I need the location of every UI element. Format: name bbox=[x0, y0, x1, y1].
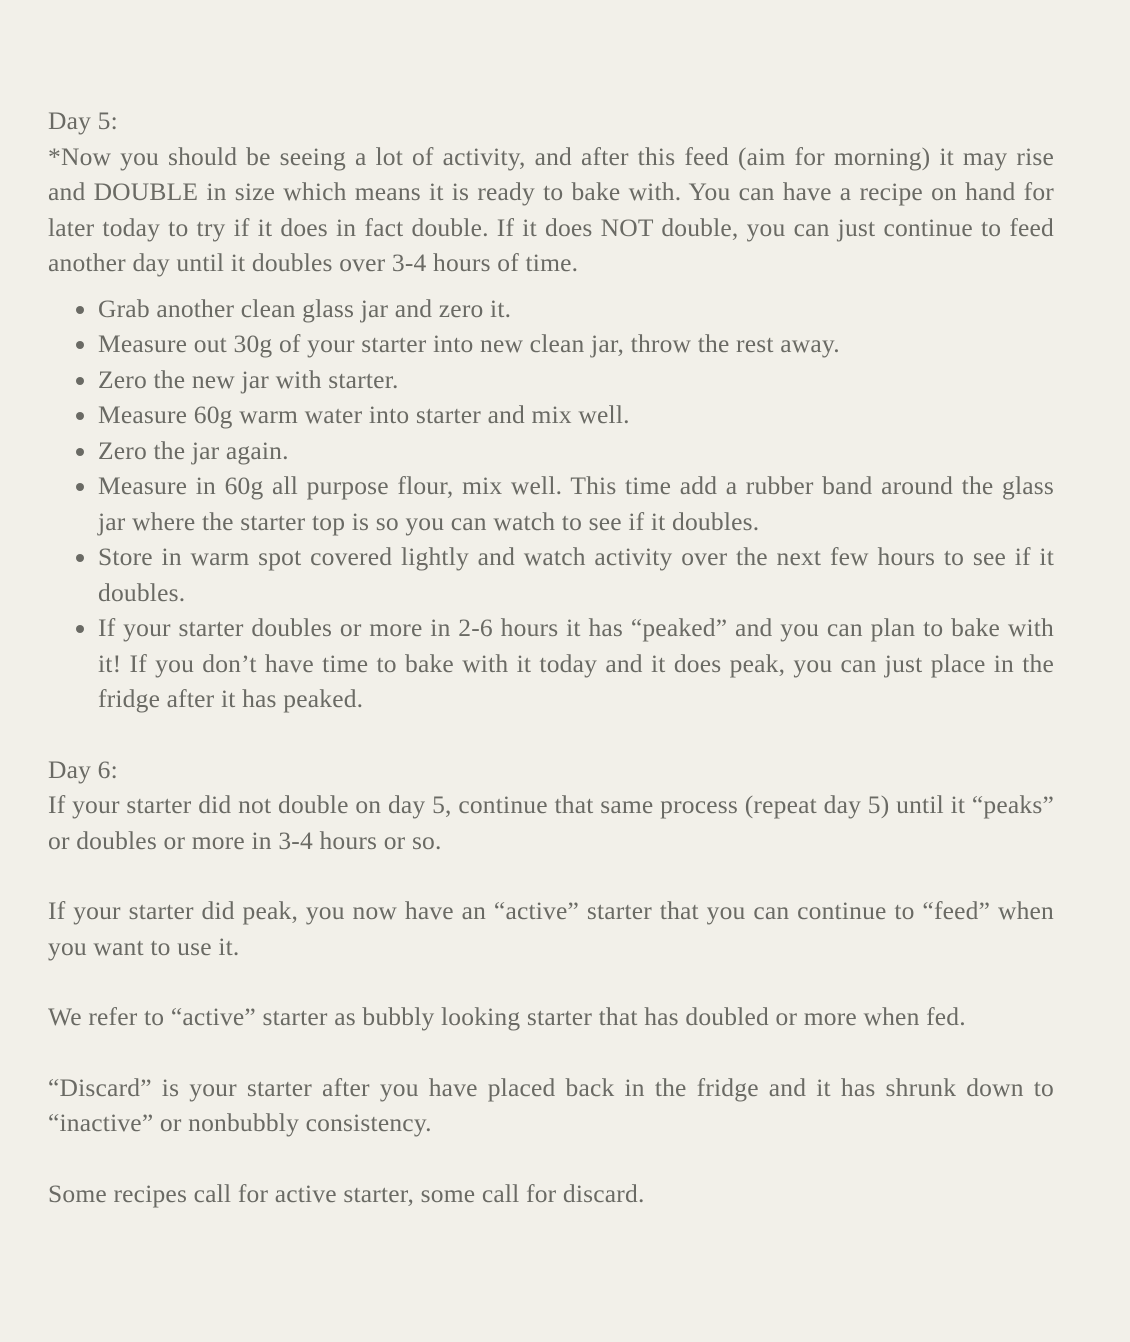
list-item: • Measure in 60g all purpose flour, mix well. This time add a rubber band around the glass jar where the starter top is so you can watch to see if it doubles. bbox=[98, 468, 1054, 539]
list-item: • Zero the jar again. bbox=[98, 433, 1054, 469]
active-definition-paragraph: We refer to “active” starter as bubbly looking starter that has doubled or more when fed. bbox=[48, 1002, 966, 1031]
discard-definition-paragraph: “Discard” is your starter after you have placed back in the fridge and it has shrunk down to “inactive” or nonbubbly consistency. bbox=[48, 1072, 1054, 1137]
list-item: • Measure 60g warm water into starter and mix well. bbox=[98, 397, 1054, 433]
day6-heading: Day 6: bbox=[48, 754, 118, 784]
day6-paragraph: If your starter did not double on day 5, continue that same process (repeat day 5) until it “peaks” or doubles or more in 3-4 hours or so. bbox=[48, 790, 1054, 855]
day5-instructions-list bbox=[48, 291, 1054, 717]
list-item: • Grab another clean glass jar and zero it. bbox=[98, 291, 1054, 327]
day6-section bbox=[48, 752, 1054, 859]
active-starter-paragraph: If your starter did peak, you now have an “active” starter that you can continue to “feed” when you want to use it. bbox=[48, 896, 1054, 961]
day5-section bbox=[48, 103, 1054, 717]
list-item: • Zero the new jar with starter. bbox=[98, 362, 1054, 398]
day5-intro-paragraph: *Now you should be seeing a lot of activity, and after this feed (aim for morning) it may rise and DOUBLE in size which means it is ready to bake with. You can have a recipe on hand for later today to try if it does in fact double. If it does NOT double, you can just continue to feed another day until it doubles over 3-4 hours of time. bbox=[48, 141, 1054, 277]
day5-heading: Day 5: bbox=[48, 106, 118, 135]
list-item: • If your starter doubles or more in 2-6 hours it has “peaked” and you can plan to bake with it! If you don’t have time to bake with it today and it does peak, you can just place in the fridge after it has peaked. bbox=[98, 610, 1054, 717]
recipes-note-paragraph: Some recipes call for active starter, some call for discard. bbox=[48, 1178, 645, 1208]
list-item: • Store in warm spot covered lightly and watch activity over the next few hours to see if it doubles. bbox=[98, 539, 1054, 610]
list-item: • Measure out 30g of your starter into new clean jar, throw the rest away. bbox=[98, 326, 1054, 362]
